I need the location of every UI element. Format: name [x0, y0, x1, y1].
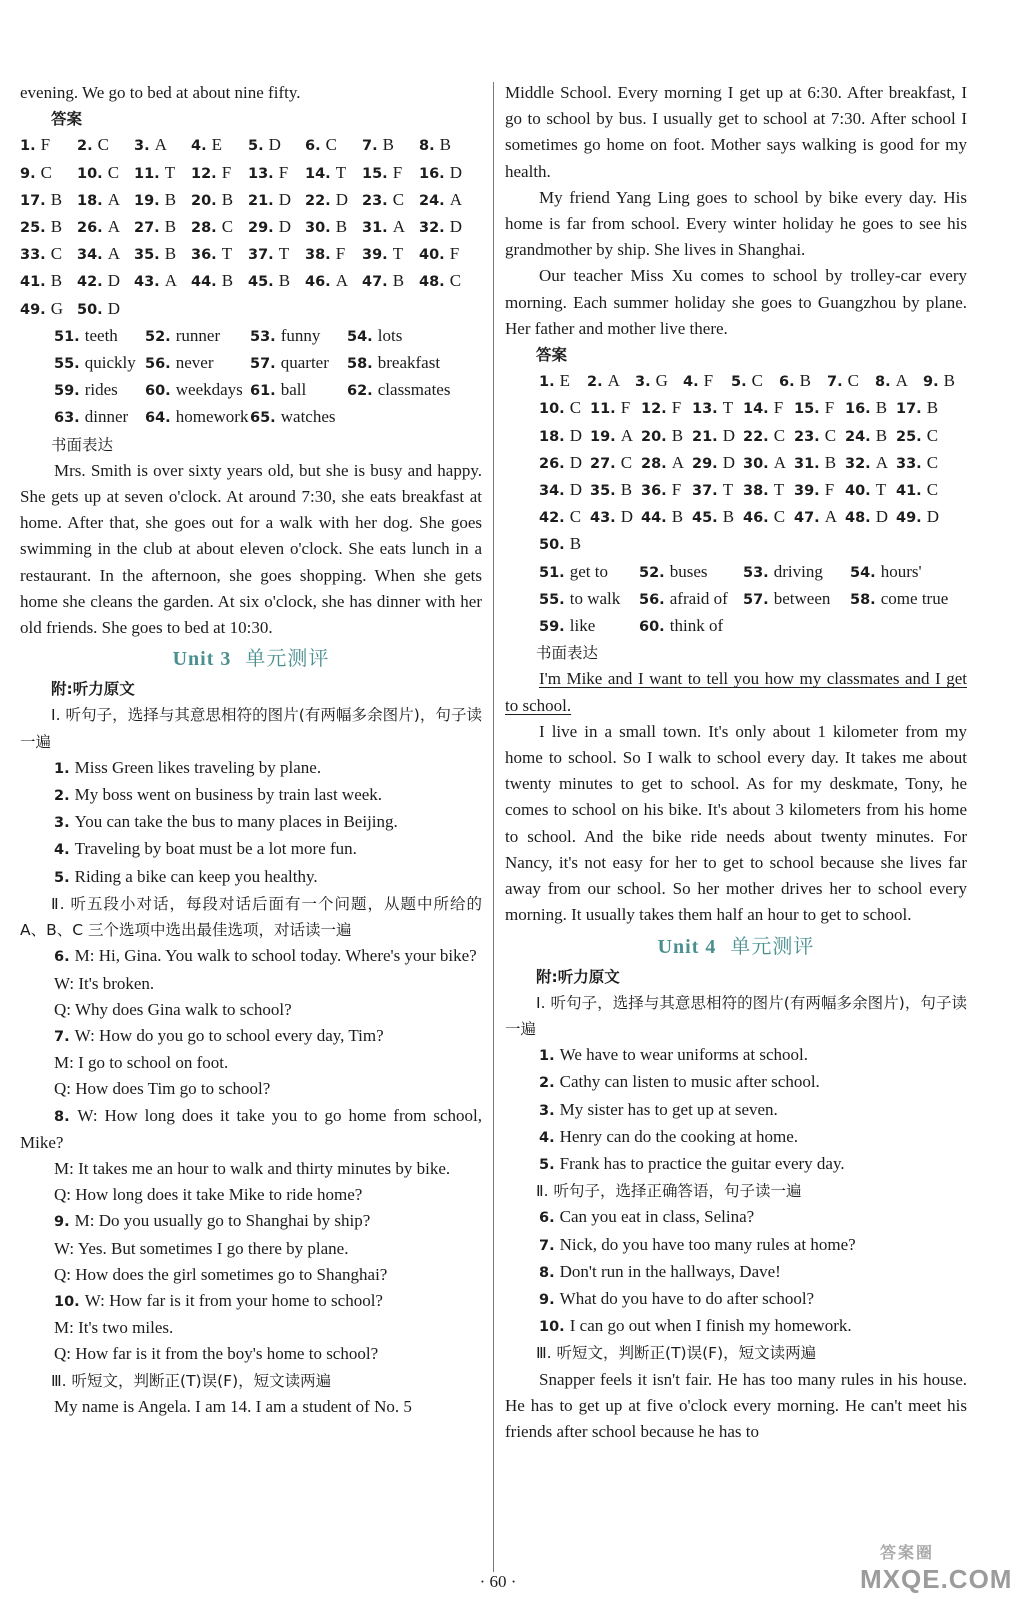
text-line: 7. W: How do you go to school every day, Tim?: [54, 1025, 384, 1045]
answer-item: 18. D: [539, 425, 583, 445]
answer-item: 50. B: [539, 534, 582, 554]
word-answer-grid: [20, 323, 482, 432]
text-line: 8. W: How long does it take you to go home from school, Mike?: [20, 1105, 482, 1152]
text-line: Q: How long does it take Mike to ride home?: [54, 1185, 363, 1205]
answer-item: 16. B: [845, 398, 888, 418]
text-line: 8. Don't run in the hallways, Dave!: [539, 1261, 781, 1281]
text-line: Q: How far is it from the boy's home to school?: [54, 1344, 379, 1364]
answer-item: 36. T: [191, 244, 233, 264]
passage-text: Snapper feels it isn't fair. He has too many rules in his house. He has to get up at five o'clock every morning. He can't meet his friends after school because he has to: [505, 1369, 967, 1441]
mc-answer-grid: [20, 132, 482, 322]
text-line: Q: How does the girl sometimes go to Shanghai?: [54, 1264, 388, 1284]
text-line: 1. Miss Green likes traveling by plane.: [54, 757, 322, 777]
answer-item: 37. T: [248, 244, 290, 264]
text-line: Q: Why does Gina walk to school?: [54, 999, 292, 1019]
answer-row: [539, 450, 967, 477]
answer-item: 30. A: [743, 452, 787, 472]
text-line: W: It's broken.: [54, 973, 155, 993]
answer-item: 9. B: [923, 371, 955, 391]
passage-start: My name is Angela. I am 14. I am a student of No. 5: [54, 1396, 412, 1416]
answer-item: 39. F: [794, 480, 835, 500]
answer-row: [539, 368, 967, 395]
answer-item: 41. C: [896, 480, 939, 500]
section-1-instruction: Ⅰ. 听句子，选择与其意思相符的图片(有两幅多余图片)，句子读一遍: [505, 993, 967, 1038]
answer-row: [20, 268, 482, 295]
answer-item: 56. afraid of: [639, 588, 728, 608]
answer-item: 29. D: [692, 452, 736, 472]
mc-answer-grid: [505, 368, 967, 558]
watermark-logo: [858, 1540, 1012, 1600]
answer-item: 35. B: [590, 480, 633, 500]
answer-item: 3. G: [635, 371, 668, 391]
answer-item: 34. A: [77, 244, 121, 264]
answer-item: 25. C: [896, 425, 939, 445]
answer-row: [20, 241, 482, 268]
answer-item: 9. C: [20, 162, 52, 182]
answer-item: 49. G: [20, 298, 64, 318]
passage-paragraph-2: My friend Yang Ling goes to school by bike every day. His home is far from school. Every winter holiday he goes to see his grandmother by ship. She lives in Shanghai.: [505, 187, 967, 260]
answer-row: [539, 423, 967, 450]
answer-item: 34. D: [539, 480, 583, 500]
unit-number: Unit 3: [172, 648, 232, 671]
text-line: 4. Traveling by boat must be a lot more fun.: [54, 839, 357, 859]
answer-row: [539, 395, 967, 422]
answer-item: 33. C: [20, 244, 63, 264]
answer-row: [20, 187, 482, 214]
appendix-label: 附:听力原文: [536, 967, 620, 986]
text-line: 10. I can go out when I finish my homework.: [539, 1316, 852, 1336]
answer-item: 24. B: [845, 425, 888, 445]
answer-item: 11. F: [590, 398, 631, 418]
answer-item: 28. A: [641, 452, 685, 472]
answer-item: 12. F: [641, 398, 682, 418]
answer-item: 15. F: [794, 398, 835, 418]
answer-item: 59. like: [539, 616, 596, 636]
answer-item: 14. F: [743, 398, 784, 418]
answer-item: 8. B: [419, 135, 451, 155]
text-line: 6. M: Hi, Gina. You walk to school today. Where's your bike?: [54, 946, 477, 966]
answer-item: 23. C: [794, 425, 837, 445]
text-line: 1. We have to wear uniforms at school.: [539, 1045, 809, 1065]
answer-item: 5. D: [248, 135, 281, 155]
answer-item: 4. F: [683, 371, 714, 391]
answer-item: 2. A: [587, 371, 620, 391]
section-1-instruction: Ⅰ. 听句子，选择与其意思相符的图片(有两幅多余图片)，句子读一遍: [20, 706, 482, 751]
answer-item: 7. C: [827, 371, 859, 391]
answer-item: 25. B: [20, 217, 63, 237]
answer-item: 24. A: [419, 189, 463, 209]
answer-item: 17. B: [896, 398, 939, 418]
answer-item: 19. B: [134, 189, 177, 209]
answer-item: 55. to walk: [539, 588, 621, 608]
text-line: M: It's two miles.: [54, 1318, 174, 1338]
answer-item: 46. A: [305, 271, 349, 291]
answer-item: 40. F: [419, 244, 460, 264]
essay-text: Mrs. Smith is over sixty years old, but she is busy and happy. She gets up at seven o'clock. At around 7:30, she eats breakfast at home. After that, she goes out for a walk with her dog. She goes swimming in the club at about eleven o'clock. She eats lunch in a restaurant. In the afternoon, she goes shopping. When she gets home she cleans the garden. At six o'clock, she has dinner with her old friends. She goes to bed at 10:30.: [20, 460, 482, 638]
answer-item: 60. think of: [639, 616, 724, 636]
answer-item: 54. lots: [347, 325, 403, 345]
answer-item: 20. B: [641, 425, 684, 445]
unit-caption: 单元测评: [730, 933, 815, 958]
text-line: 9. What do you have to do after school?: [539, 1288, 815, 1308]
answer-row: [539, 613, 967, 640]
page-number: · 60 ·: [479, 1572, 517, 1591]
answer-item: 45. B: [248, 271, 291, 291]
answer-item: 23. C: [362, 189, 405, 209]
text-line: 7. Nick, do you have too many rules at home?: [539, 1234, 856, 1254]
answer-item: 58. come true: [850, 588, 949, 608]
answer-item: 13. T: [692, 398, 734, 418]
text-line: 6. Can you eat in class, Selina?: [539, 1207, 755, 1227]
appendix-label: 附:听力原文: [51, 680, 135, 699]
text-line: M: It takes me an hour to walk and thirty minutes by bike.: [54, 1158, 451, 1178]
answer-item: 47. B: [362, 271, 405, 291]
dialogue-list: [20, 943, 482, 1367]
unit-caption: 单元测评: [245, 646, 330, 671]
answer-item: 38. F: [305, 244, 346, 264]
answer-item: 38. T: [743, 480, 785, 500]
answer-item: 20. B: [191, 189, 234, 209]
answer-item: 36. F: [641, 480, 682, 500]
answer-item: 4. E: [191, 135, 223, 155]
section-3-instruction: Ⅲ. 听短文，判断正(T)误(F)，短文读两遍: [536, 1344, 817, 1363]
answer-item: 58. breakfast: [347, 353, 441, 373]
answer-row: [20, 160, 482, 187]
unit-4-title: [505, 929, 967, 964]
section-2-instruction: Ⅱ. 听句子，选择正确答语，句子读一遍: [536, 1182, 802, 1201]
answer-item: 51. teeth: [54, 325, 118, 345]
answer-item: 8. A: [875, 371, 908, 391]
answer-item: 12. F: [191, 162, 232, 182]
answer-item: 43. D: [590, 507, 634, 527]
section-3-instruction: Ⅲ. 听短文，判断正(T)误(F)，短文读两遍: [51, 1371, 332, 1390]
answer-item: 44. B: [641, 507, 684, 527]
answer-item: 31. B: [794, 452, 837, 472]
text-line: W: Yes. But sometimes I go there by plane.: [54, 1238, 349, 1258]
answer-item: 52. buses: [639, 561, 708, 581]
answer-item: 1. F: [20, 135, 51, 155]
answer-item: 42. D: [77, 271, 121, 291]
answer-row: [20, 214, 482, 241]
answer-item: 43. A: [134, 271, 178, 291]
answer-row: [54, 377, 482, 404]
answer-item: 52. runner: [145, 325, 221, 345]
answer-item: 53. driving: [743, 561, 823, 581]
answer-item: 51. get to: [539, 561, 608, 581]
listening-sentences: [505, 1042, 967, 1178]
answer-row: [54, 350, 482, 377]
right-column: [505, 80, 967, 1445]
answer-item: 27. C: [590, 452, 633, 472]
answer-item: 33. C: [896, 452, 939, 472]
answer-item: 27. B: [134, 217, 177, 237]
answer-item: 53. funny: [250, 325, 321, 345]
answer-item: 29. D: [248, 217, 292, 237]
text-line: 2. Cathy can listen to music after school.: [539, 1072, 820, 1092]
intro-line: evening. We go to bed at about nine fifty.: [20, 83, 301, 102]
answer-item: 65. watches: [250, 407, 336, 427]
section-2-instruction: Ⅱ. 听五段小对话，每段对话后面有一个问题，从题中所给的 A、B、C 三个选项中选出最佳选项，对话读一遍: [20, 894, 482, 940]
answer-item: 37. T: [692, 480, 734, 500]
answer-item: 2. C: [77, 135, 109, 155]
answer-row: [54, 323, 482, 350]
answer-item: 57. between: [743, 588, 831, 608]
answer-item: 19. A: [590, 425, 634, 445]
answer-row: [539, 531, 967, 558]
answers-heading: 答案: [51, 110, 83, 129]
answer-item: 48. C: [419, 271, 462, 291]
answer-item: 59. rides: [54, 380, 118, 400]
text-line: 9. M: Do you usually go to Shanghai by ship?: [54, 1211, 371, 1231]
essay-text: I live in a small town. It's only about 1 kilometer from my home to school. So I walk to school every day. It takes me about twenty minutes to get to school. As for my deskmate, Tony, he comes to school on his bike. It's about 3 kilometers from his home to school. And the bike ride needs about twenty minutes. For Nancy, it's not easy for her to get to school because she lives far away from our school. So her mother drives her to school every morning. It usually takes them half an hour to get to school.: [505, 721, 967, 925]
answer-item: 15. F: [362, 162, 403, 182]
unit-number: Unit 4: [657, 935, 717, 958]
answer-row: [20, 296, 482, 323]
answer-item: 16. D: [419, 162, 463, 182]
answer-row: [539, 477, 967, 504]
answer-item: 31. A: [362, 217, 406, 237]
answer-item: 56. never: [145, 353, 214, 373]
answer-item: 60. weekdays: [145, 380, 243, 400]
answer-item: 50. D: [77, 298, 121, 318]
answer-item: 55. quickly: [54, 353, 136, 373]
text-line: 3. You can take the bus to many places in Beijing.: [54, 812, 398, 832]
answer-row: [539, 504, 967, 531]
watermark-domain: MXQE.COM: [860, 1564, 1012, 1594]
answer-item: 17. B: [20, 189, 63, 209]
answer-item: 49. D: [896, 507, 940, 527]
answer-item: 35. B: [134, 244, 177, 264]
answer-item: 61. ball: [250, 380, 307, 400]
essay-opening-text: I'm Mike and I want to tell you how my classmates and I get to school.: [505, 669, 967, 715]
text-line: 10. W: How far is it from your home to school?: [54, 1290, 383, 1310]
answer-item: 21. D: [248, 189, 292, 209]
writing-heading: 书面表达: [51, 435, 114, 454]
answer-item: 11. T: [134, 162, 176, 182]
answer-row: [539, 559, 967, 586]
passage-paragraph-3: Our teacher Miss Xu comes to school by trolley-car every morning. Each summer holiday she goes to Guangzhou by plane. Her father and mother live there.: [505, 266, 967, 338]
answer-item: 32. A: [845, 452, 889, 472]
answer-item: 1. E: [539, 371, 571, 391]
answer-item: 22. D: [305, 189, 349, 209]
answer-item: 3. A: [134, 135, 167, 155]
answer-item: 28. C: [191, 217, 234, 237]
answer-item: 13. F: [248, 162, 289, 182]
answer-item: 41. B: [20, 271, 63, 291]
answer-item: 54. hours': [850, 561, 922, 581]
answer-item: 18. A: [77, 189, 121, 209]
answer-item: 26. A: [77, 217, 121, 237]
answer-item: 5. C: [731, 371, 763, 391]
answer-item: 22. C: [743, 425, 786, 445]
writing-heading: 书面表达: [536, 644, 599, 663]
answer-item: 42. C: [539, 507, 582, 527]
text-line: 3. My sister has to get up at seven.: [539, 1099, 778, 1119]
answer-item: 63. dinner: [54, 407, 129, 427]
answer-item: 64. homework: [145, 407, 249, 427]
answer-item: 6. C: [305, 135, 337, 155]
answer-item: 39. T: [362, 244, 404, 264]
answer-item: 48. D: [845, 507, 889, 527]
text-line: 4. Henry can do the cooking at home.: [539, 1126, 799, 1146]
text-line: 2. My boss went on business by train last week.: [54, 785, 383, 805]
answer-item: 7. B: [362, 135, 394, 155]
text-line: M: I go to school on foot.: [54, 1053, 229, 1073]
answer-row: [20, 132, 482, 159]
passage-continued: Middle School. Every morning I get up at 6:30. After breakfast, I go to school by bus. I usually get to school at 7:30. After school I sometimes go home on foot. Mother says walking is good for my health.: [505, 83, 967, 181]
answer-item: 57. quarter: [250, 353, 329, 373]
text-line: 5. Riding a bike can keep you healthy.: [54, 866, 318, 886]
answer-item: 44. B: [191, 271, 234, 291]
answer-item: 10. C: [539, 398, 582, 418]
text-line: Q: How does Tim go to school?: [54, 1079, 271, 1099]
answer-item: 21. D: [692, 425, 736, 445]
response-sentences: [505, 1204, 967, 1340]
answer-row: [539, 586, 967, 613]
answer-row: [54, 404, 482, 431]
listening-sentences: [20, 755, 482, 891]
answer-item: 30. B: [305, 217, 348, 237]
answer-item: 6. B: [779, 371, 811, 391]
answer-item: 10. C: [77, 162, 120, 182]
answer-item: 40. T: [845, 480, 887, 500]
unit-3-title: [20, 641, 482, 676]
column-divider: [493, 82, 494, 1572]
text-line: 5. Frank has to practice the guitar every day.: [539, 1153, 845, 1173]
answer-item: 46. C: [743, 507, 786, 527]
answer-item: 45. B: [692, 507, 735, 527]
word-answer-grid: [505, 559, 967, 641]
answer-item: 62. classmates: [347, 380, 451, 400]
watermark-text: 答案圈: [880, 1543, 935, 1562]
answer-item: 14. T: [305, 162, 347, 182]
answers-heading: 答案: [536, 346, 568, 365]
answer-item: 47. A: [794, 507, 838, 527]
essay-opening: [505, 666, 967, 718]
answer-item: 26. D: [539, 452, 583, 472]
answer-item: 32. D: [419, 217, 463, 237]
left-column: [20, 80, 482, 1420]
